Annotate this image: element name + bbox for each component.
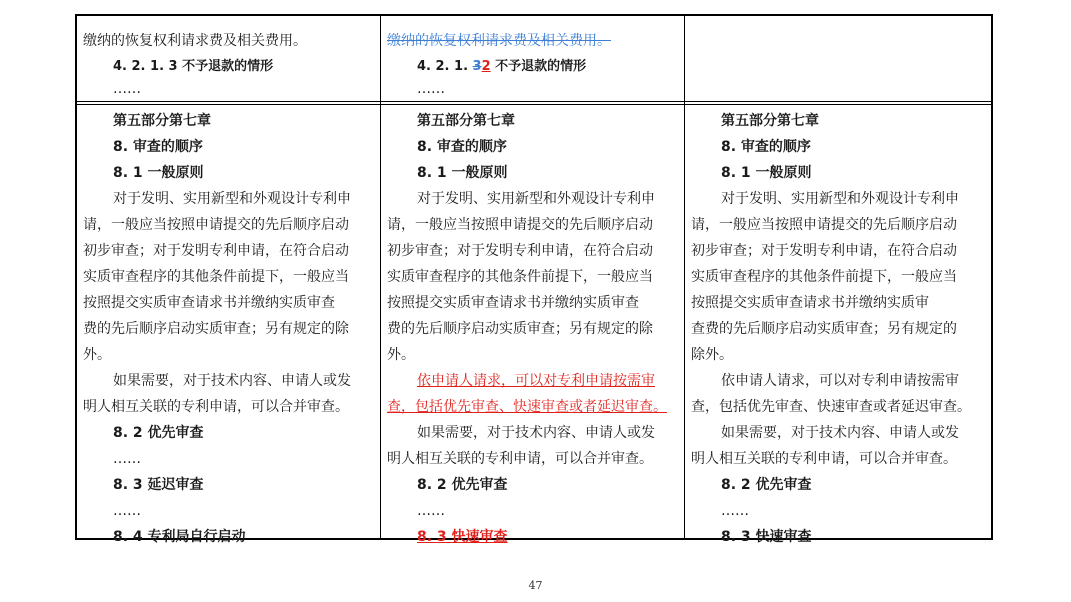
ellipsis: …… — [721, 503, 749, 519]
ellipsis: …… — [417, 81, 445, 97]
deleted-char: 3 — [472, 59, 482, 74]
revised-text-cell — [381, 108, 684, 550]
clause-prefix: 4. 2. 1. — [417, 59, 473, 74]
chapter-heading: 8. 审查的顺序 — [721, 139, 811, 155]
paragraph-line: 按照提交实质审查请求书并缴纳实质审查 — [387, 295, 639, 311]
text-line: 缴纳的恢复权利请求费及相关费用。 — [83, 33, 307, 49]
section-heading: 8. 3 延迟审查 — [113, 477, 204, 493]
paragraph-line: 如果需要，对于技术内容、申请人或发 — [721, 425, 959, 441]
paragraph-line: 查，包括优先审查、快速审查或者延迟审查。 — [691, 399, 971, 415]
ellipsis: …… — [113, 503, 141, 519]
paragraph-line: 费的先后顺序启动实质审查；另有规定的除 — [387, 321, 653, 337]
paragraph-line: 如果需要，对于技术内容、申请人或发 — [417, 425, 655, 441]
section-heading: 8. 3 快速审查 — [721, 529, 812, 545]
section-heading: 8. 2 优先审查 — [113, 425, 204, 441]
clause-heading — [387, 54, 678, 80]
section-heading: 8. 4 专利局自行启动 — [113, 529, 246, 545]
clause-heading: 4. 2. 1. 3 不予退款的情形 — [113, 59, 274, 74]
paragraph-line: 实质审查程序的其他条件前提下，一般应当 — [691, 269, 957, 285]
paragraph-line: 明人相互关联的专利申请，可以合并审查。 — [691, 451, 957, 467]
paragraph-line: 明人相互关联的专利申请，可以合并审查。 — [387, 451, 653, 467]
row-divider — [77, 104, 991, 105]
page-number: 47 — [528, 579, 543, 592]
section-heading: 8. 1 一般原则 — [417, 165, 508, 181]
paragraph-line: 请，一般应当按照申请提交的先后顺序启动 — [691, 217, 957, 233]
part-heading: 第五部分第七章 — [113, 113, 211, 129]
paragraph-line: 外。 — [83, 347, 111, 363]
paragraph-line: 实质审查程序的其他条件前提下，一般应当 — [387, 269, 653, 285]
paragraph-line: 除外。 — [691, 347, 733, 363]
paragraph-line: 对于发明、实用新型和外观设计专利申 — [721, 191, 959, 207]
ellipsis: …… — [113, 451, 141, 467]
inserted-text-line: 依申请人请求，可以对专利申请按需审 — [417, 373, 655, 389]
paragraph-line: 查费的先后顺序启动实质审查；另有规定的 — [691, 321, 957, 337]
paragraph-line: 外。 — [387, 347, 415, 363]
part-heading: 第五部分第七章 — [417, 113, 515, 129]
comparison-table — [75, 14, 993, 545]
ellipsis: …… — [417, 503, 445, 519]
original-text-cell — [77, 108, 380, 550]
paragraph-line: 依申请人请求，可以对专利申请按需审 — [721, 373, 959, 389]
section-heading: 8. 1 一般原则 — [113, 165, 204, 181]
inserted-section-heading: 8. 3 快速审查 — [417, 529, 508, 545]
clause-suffix: 不予退款的情形 — [490, 59, 587, 74]
inserted-text-line: 查，包括优先审查、快速审查或者延迟审查。 — [387, 399, 667, 415]
paragraph-line: 对于发明、实用新型和外观设计专利申 — [113, 191, 351, 207]
top-cell-revised — [381, 28, 684, 102]
paragraph-line: 如果需要，对于技术内容、申请人或发 — [113, 373, 351, 389]
paragraph-line: 初步审查；对于发明专利申请，在符合启动 — [83, 243, 349, 259]
paragraph-line: 对于发明、实用新型和外观设计专利申 — [417, 191, 655, 207]
paragraph-line: 明人相互关联的专利申请，可以合并审查。 — [83, 399, 349, 415]
chapter-heading: 8. 审查的顺序 — [417, 139, 507, 155]
top-cell-original — [77, 28, 380, 102]
paragraph-line: 费的先后顺序启动实质审查；另有规定的除 — [83, 321, 349, 337]
paragraph-line: 请，一般应当按照申请提交的先后顺序启动 — [83, 217, 349, 233]
paragraph-line: 按照提交实质审查请求书并缴纳实质审查 — [83, 295, 335, 311]
paragraph-line: 实质审查程序的其他条件前提下，一般应当 — [83, 269, 349, 285]
paragraph-line: 初步审查；对于发明专利申请，在符合启动 — [387, 243, 653, 259]
inserted-char: 2 — [481, 59, 491, 74]
ellipsis: …… — [113, 81, 141, 97]
section-heading: 8. 2 优先审查 — [417, 477, 508, 493]
deleted-text: 缴纳的恢复权利请求费及相关费用。 — [387, 33, 611, 49]
paragraph-line: 初步审查；对于发明专利申请，在符合启动 — [691, 243, 957, 259]
section-heading: 8. 1 一般原则 — [721, 165, 812, 181]
paragraph-line: 按照提交实质审查请求书并缴纳实质审 — [691, 295, 929, 311]
chapter-heading: 8. 审查的顺序 — [113, 139, 203, 155]
section-heading: 8. 2 优先审查 — [721, 477, 812, 493]
paragraph-line: 请，一般应当按照申请提交的先后顺序启动 — [387, 217, 653, 233]
final-text-cell — [685, 108, 991, 550]
part-heading: 第五部分第七章 — [721, 113, 819, 129]
